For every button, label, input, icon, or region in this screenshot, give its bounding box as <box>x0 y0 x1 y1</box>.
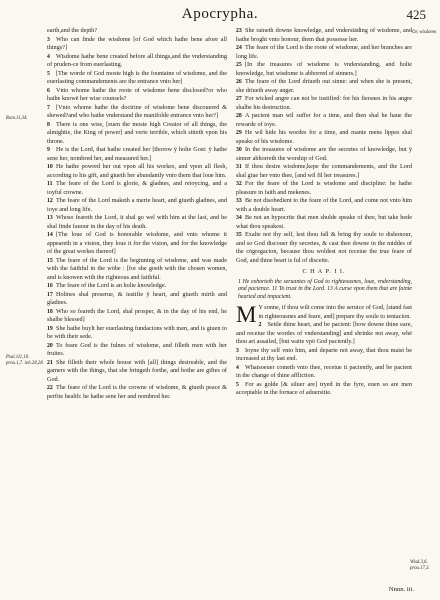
verse <box>47 163 227 180</box>
page-header <box>0 6 440 28</box>
verse-text: He wil hide his wordes for a time, and manie mens lippes shal speake of his wisdome. <box>236 129 412 145</box>
verse-number: 2 <box>258 322 262 329</box>
verse-number: 9 <box>47 147 50 153</box>
verse <box>47 384 227 401</box>
verse-text: The feare of the Lord is the roote of wisdome, and her branches are long life. <box>236 44 412 60</box>
verse-number: 4 <box>236 364 239 371</box>
verse <box>236 347 412 364</box>
verse-number: 7 <box>47 104 50 111</box>
verse <box>236 302 412 328</box>
verse-number: 13 <box>47 215 53 221</box>
verse-text: Settle thine heart, and be pacient: [bow downe thine eare, and receiue the wordes of vnderstanding] and shrinke not away, whē thou art assailed, [but waite vpō God paciently.] <box>236 321 412 346</box>
verse <box>47 197 227 214</box>
verse-text: The feare of the Lord maketh a merie heart, and giueth gladnes, and ioye and long life. <box>47 197 227 213</box>
verse <box>47 36 227 53</box>
verse-number: 34 <box>236 215 242 221</box>
verse-text: Be not an hypocrite that men shulde speake of thee, but take hede what thou speakest. <box>236 214 412 230</box>
margin-note-wisdom-bottom: Wisd.3,6. prou.17,3. <box>410 560 430 571</box>
margin-note-psal: Psal.111,10. prou.1,7. iob.28,28. <box>6 355 44 366</box>
verse-number: 31 <box>236 164 242 170</box>
verse-number: 27 <box>236 96 242 102</box>
verse-number: 25 <box>236 62 242 68</box>
verse-number: 3 <box>47 36 50 43</box>
verse-text: Y sonne, if thou wilt come into the seruice of God, [stand fast in righteousnes and feare, and] prepare thy soule to tentacion. <box>258 304 412 320</box>
verse <box>236 112 412 129</box>
verse-number: 30 <box>236 147 242 153</box>
verse-text: Whatsoeuer cometh vnto thee, receiue it paciently, and be pacient in the change of thine affliction. <box>236 363 412 380</box>
verse-number: 5 <box>47 70 50 77</box>
verse <box>47 257 227 283</box>
verse <box>236 381 412 398</box>
margin-note-wisdom-top: Or, wisdome. <box>412 30 438 35</box>
verse-number: 21 <box>47 359 53 366</box>
verse-number: 4 <box>47 53 50 60</box>
verse-text: Be not disobedient to the feare of the Lord, and come not vnto him with a double heart. <box>236 197 412 213</box>
verse-number: 35 <box>236 232 242 238</box>
verse <box>47 87 227 104</box>
right-column-verses <box>236 27 412 265</box>
verse <box>47 104 227 121</box>
verse-number: 16 <box>47 283 53 289</box>
verse <box>236 95 412 112</box>
verse <box>236 27 412 44</box>
verse <box>236 231 412 265</box>
verse-number: 20 <box>47 342 53 349</box>
verse-number: 10 <box>47 164 53 170</box>
verse-text: If thou desire wisdome,kepe the commandements, and the Lord shal giue her vnto thee, [and wil fil her treasures.] <box>236 163 412 179</box>
verse-text: She filleth their whole house with [all] things desireable, and the garners with the things, that she bringeth forthe, and bothe are giftes of God. <box>47 358 227 383</box>
verse-number: 32 <box>236 181 242 187</box>
verse-text: To feare God is the fulnes of wisdome, and filleth men with her fruites. <box>47 341 227 357</box>
verse <box>47 342 227 359</box>
verse-text: The feare of the Lord is the crowne of wisdome, & giueth peace & perfite health: he hathe sene her and nombred her. <box>47 384 227 400</box>
margin-note-rom: Rom.11,34. <box>6 116 28 121</box>
verse-number: 22 <box>47 385 53 391</box>
verse-text: Who so feareth the Lord, shal prosper, & in the day of his end, he shalbe blessed] <box>47 307 227 323</box>
left-column <box>47 27 227 401</box>
verse <box>236 78 412 95</box>
verse <box>47 53 227 70</box>
verse <box>236 163 412 180</box>
running-title: Apocrypha. <box>181 6 259 22</box>
verse-number: 26 <box>236 79 242 85</box>
chapter-two-verses <box>236 304 412 398</box>
verse-number: 28 <box>236 113 242 119</box>
verse-text: The feare of the Lord is the beginning of wisdome, and was made with the faithful in the wōbe : [for she goeth with the chosen women, and is knowen with the righteous and faithful. <box>47 256 227 281</box>
verse-text: The feare of the Lord is an holie knowledge. <box>56 282 167 289</box>
verse-text: She raineth downe knowledge, and vnderstāding of wisdome, and hathe broght vnto honour, them that possesse her. <box>236 27 412 43</box>
verse <box>47 231 227 257</box>
verse <box>236 61 412 78</box>
verse-number: 33 <box>236 198 242 204</box>
verse-number: 17 <box>47 291 53 298</box>
verse-number: 19 <box>47 325 53 332</box>
verse-text: [The worde of God moste high is the fountaine of wisdome, and the euerlasting commandements are the entrance vnto her] <box>47 69 227 85</box>
verse <box>47 27 227 36</box>
verse <box>47 282 227 291</box>
verse-text: There is one wise, [euen the moste high Creator of all things, the almightie, the King of power] and verie terrible, which sitteth vpon his throne. <box>47 120 227 145</box>
verse-text: Who can finde the wisdome [of God which hathe bene afore all things?] <box>47 35 227 51</box>
verse-number: 15 <box>47 257 53 264</box>
verse-number: 14 <box>47 232 53 238</box>
verse-text: He hathe powred her out vpon all his workes, and vpon all flesh, according to his gift, and giueth her abundantly vnto them that loue him. <box>47 163 227 179</box>
verse-number: 12 <box>47 198 53 204</box>
verse-number: 6 <box>47 87 50 94</box>
verse-text: [In the treasures of wisdome is vnderstanding, and holie knowledge, but wisdome is abhorred of sinners.] <box>236 61 412 77</box>
verse <box>236 197 412 214</box>
verse <box>47 70 227 87</box>
verse-text: Whoso feareth the Lord, it shal go wel with him at the last, and he shal finde fauour in the day of his death. <box>47 214 227 230</box>
verse-text: She hathe buylt her euerlasting fundacions with men, and is giuen to be with their sede. <box>47 324 227 340</box>
verse <box>236 180 412 197</box>
verse <box>236 129 412 146</box>
verse-text: The feare of the Lord driueth out sinne: and when she is present, she driueth away anger. <box>236 78 412 94</box>
verse-text: [Vnto whome hathe the doctrine of wisdome bene discouered & shewed?and who hathe vnderstand the manifolde entrance vnto her?] <box>47 103 227 119</box>
verse-number: 8 <box>47 121 50 128</box>
verse <box>47 180 227 197</box>
verse <box>47 325 227 342</box>
verse <box>236 364 412 381</box>
verse-number: 29 <box>236 130 242 136</box>
verse-text: For wicked angre can not be iustified: for his fiersnes in his angre shalbe his destruction. <box>236 95 412 111</box>
verse-number: 18 <box>47 308 53 315</box>
verse <box>47 291 227 308</box>
verse-text: For as golde [& siluer are] tryed in the fyre, euen so are men acceptable in the fornace of aduersitie. <box>236 380 412 397</box>
verse-text: Wisdome hathe bene created before all things,and the vnderstanding of pruden-ce from euerlasting. <box>47 52 227 68</box>
verse-text: Ioyne thy self vnto him, and departe not away, that thou maist be increased at thy last end. <box>236 346 412 363</box>
verse-number: 5 <box>236 381 239 388</box>
verse <box>236 146 412 163</box>
verse-text: earth,and the depth? <box>47 27 97 34</box>
verse-text: A pacient man wil suffer for a time, and then shal he haue the rewarde of ioye. <box>236 112 412 128</box>
page-number: 425 <box>406 7 426 22</box>
verse-text: The feare of the Lord is glorie, & gladnes, and reioycing, and a ioyful crowne. <box>47 180 227 196</box>
verse <box>236 214 412 231</box>
verse-text: Vnto whome hathe the roote of wisdome bene disclosed?or who hathe knowē her wise counsels? <box>47 86 227 102</box>
drop-cap: M <box>236 302 257 328</box>
verse <box>236 321 412 347</box>
chapter-heading: C H A P. I I. <box>302 268 346 275</box>
verse-number: 3 <box>236 347 239 354</box>
verse <box>47 214 227 231</box>
verse-text: Exalte not thy self, lest thou fall & bring thy soule to dishonour, and so God discouer thy secretes, & cast thee downe in the middes of the cōgregacion, because thou woldest not receiue the true feare of God, and thine heart is ful of disceite. <box>236 231 412 264</box>
verse <box>47 308 227 325</box>
chapter-summary: 1 He exhorteth the seruantes of God to righteousnes, loue, vnderstanding, and pacience. 11 To trust in the Lord. 13 A curse vpon them that are fainte hearted and impacient. <box>238 278 412 300</box>
verse <box>47 146 227 163</box>
verse <box>236 44 412 61</box>
verse-number: 24 <box>236 45 242 51</box>
verse-text: In the treasures of wisdome are the secretes of knowledge, but ÿ sinner abhorreth the worship of God. <box>236 146 412 162</box>
right-column <box>236 27 412 398</box>
verse-text: Holines shal preserue, & iustifie ÿ heart, and giueth mirth and gladnes. <box>47 290 227 306</box>
verse <box>47 359 227 385</box>
signature-mark: Nnnn. iii. <box>388 586 414 593</box>
verse <box>47 121 227 147</box>
verse-text: He is the Lord, that hathe created her [thorow ÿ holie Gost: ÿ hathe sene her, nombred her, and measured her.] <box>47 146 227 162</box>
verse-text: For the feare of the Lord is wisdome and discipline: he hathe pleasure in faith and mekenes. <box>236 180 412 196</box>
verse-text: [The loue of God is honorable wisdome, and vnto whome it appeareth in a vision, they loue it for the vision, and for the knowledge of the great workes thereof] <box>47 231 227 255</box>
verse-number: 11 <box>47 181 53 187</box>
verse-number: 23 <box>236 28 242 34</box>
